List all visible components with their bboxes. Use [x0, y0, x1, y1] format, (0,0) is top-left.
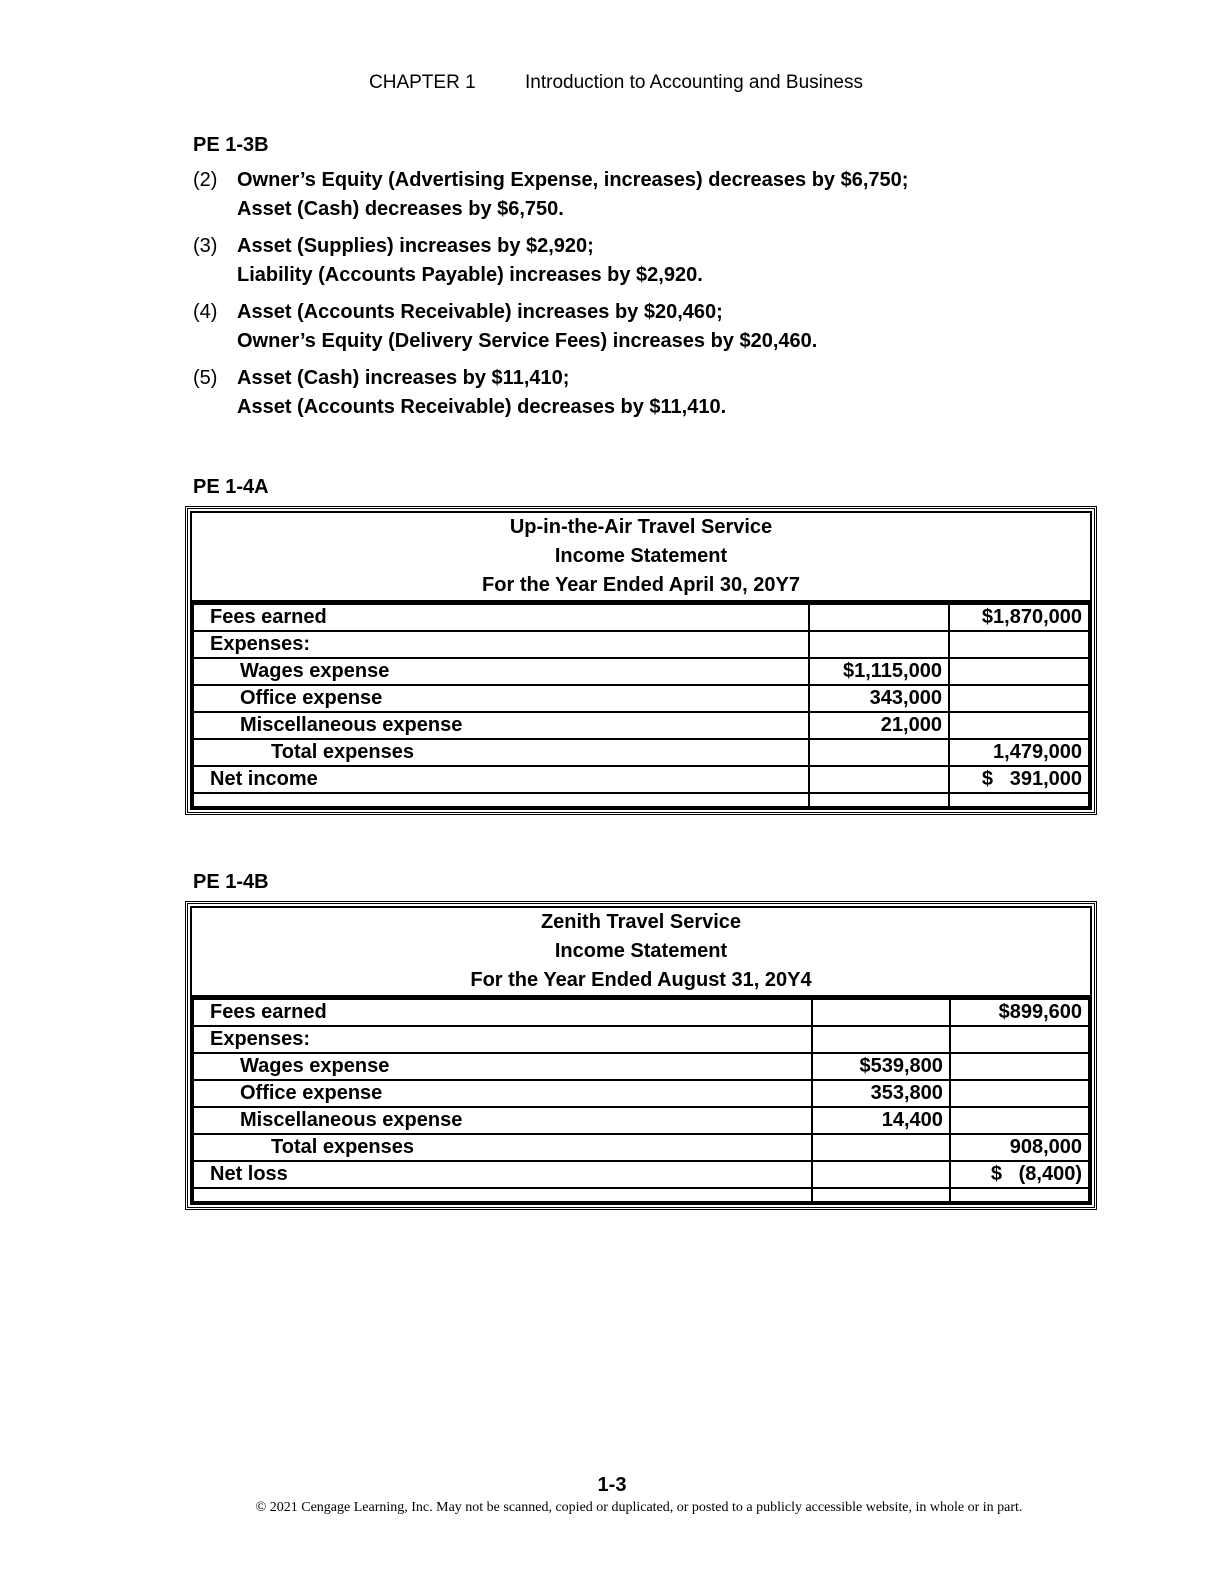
- total-cell: [950, 1026, 1089, 1053]
- total-cell: [949, 658, 1089, 685]
- amount-cell: [809, 739, 949, 766]
- item-line: Owner’s Equity (Advertising Expense, increases) decreases by $6,750;: [237, 169, 909, 191]
- table-row: [193, 739, 1089, 766]
- blank-cell: [193, 793, 809, 807]
- income-statement-pe14b: [185, 901, 1097, 1210]
- statement-name: Income Statement: [554, 940, 728, 962]
- list-item: [193, 166, 1093, 224]
- row-label: Miscellaneous expense: [193, 712, 809, 739]
- chapter-label: CHAPTER 1: [369, 72, 476, 93]
- table-row: [193, 604, 1089, 631]
- company-name: Up-in-the-Air Travel Service: [509, 516, 773, 538]
- table-row: [193, 1080, 1089, 1107]
- company-name: Zenith Travel Service: [540, 911, 742, 933]
- amount-cell: 14,400: [812, 1107, 950, 1134]
- amount-cell: 353,800: [812, 1080, 950, 1107]
- table-row: [193, 1188, 1089, 1202]
- section-title-pe14b: PE 1-4B: [193, 871, 269, 893]
- total-cell: $899,600: [950, 999, 1089, 1026]
- blank-cell: [950, 1188, 1089, 1202]
- table-row: [193, 631, 1089, 658]
- item-line: Asset (Cash) decreases by $6,750.: [237, 198, 564, 220]
- row-label: Wages expense: [193, 1053, 812, 1080]
- row-label: Wages expense: [193, 658, 809, 685]
- amount-cell: [812, 1026, 950, 1053]
- total-cell: [950, 1053, 1089, 1080]
- chapter-title: Introduction to Accounting and Business: [525, 72, 864, 93]
- item-line: Asset (Accounts Receivable) increases by $20,460;: [237, 301, 723, 323]
- amount-cell: [809, 631, 949, 658]
- total-cell: $ (8,400): [950, 1161, 1089, 1188]
- table-row: [193, 1107, 1089, 1134]
- total-cell: [949, 631, 1089, 658]
- total-cell: 1,479,000: [949, 739, 1089, 766]
- amount-cell: 343,000: [809, 685, 949, 712]
- amount-cell: [812, 1134, 950, 1161]
- amount-cell: [812, 999, 950, 1026]
- section-title-pe13b: PE 1-3B: [193, 134, 269, 156]
- statement-name: Income Statement: [554, 545, 728, 567]
- item-line: Owner’s Equity (Delivery Service Fees) increases by $20,460.: [237, 330, 818, 352]
- table-row: [193, 1161, 1089, 1188]
- row-label: Miscellaneous expense: [193, 1107, 812, 1134]
- row-label: Total expenses: [193, 1134, 812, 1161]
- row-label: Office expense: [193, 685, 809, 712]
- table-row: [193, 1026, 1089, 1053]
- blank-cell: [193, 1188, 812, 1202]
- list-item: [193, 232, 1093, 290]
- total-cell: [950, 1080, 1089, 1107]
- statement-heading: [192, 513, 1090, 603]
- statement-period: For the Year Ended April 30, 20Y7: [482, 574, 800, 596]
- row-label: Office expense: [193, 1080, 812, 1107]
- total-cell: [950, 1107, 1089, 1134]
- statement-heading: [192, 908, 1090, 998]
- table-row: [193, 999, 1089, 1026]
- section-title-pe14a: PE 1-4A: [193, 476, 269, 498]
- total-cell: $ 391,000: [949, 766, 1089, 793]
- statement-period: For the Year Ended August 31, 20Y4: [470, 969, 812, 991]
- row-label: Fees earned: [193, 999, 812, 1026]
- table-row: [193, 766, 1089, 793]
- table-row: [193, 1134, 1089, 1161]
- row-label: Expenses:: [193, 1026, 812, 1053]
- blank-cell: [809, 793, 949, 807]
- item-number: (5): [193, 367, 218, 389]
- table-row: [193, 1053, 1089, 1080]
- amount-cell: 21,000: [809, 712, 949, 739]
- table-row: [193, 793, 1089, 807]
- row-label: Net loss: [193, 1161, 812, 1188]
- amount-cell: $539,800: [812, 1053, 950, 1080]
- pe13b-list: [193, 166, 1093, 430]
- row-label: Total expenses: [193, 739, 809, 766]
- list-item: [193, 364, 1093, 422]
- blank-cell: [949, 793, 1089, 807]
- page-number: 1-3: [597, 1474, 627, 1496]
- blank-cell: [812, 1188, 950, 1202]
- row-label: Expenses:: [193, 631, 809, 658]
- item-number: (4): [193, 301, 218, 323]
- total-cell: [949, 685, 1089, 712]
- total-cell: $1,870,000: [949, 604, 1089, 631]
- row-label: Fees earned: [193, 604, 809, 631]
- copyright-notice: © 2021 Cengage Learning, Inc. May not be scanned, copied or duplicated, or posted to a publicly accessible website, in whole or in part.: [255, 1500, 1023, 1515]
- table-row: [193, 712, 1089, 739]
- item-line: Liability (Accounts Payable) increases by $2,920.: [237, 264, 703, 286]
- amount-cell: [812, 1161, 950, 1188]
- income-statement-pe14a: [185, 506, 1097, 815]
- amount-cell: [809, 604, 949, 631]
- amount-cell: $1,115,000: [809, 658, 949, 685]
- amount-cell: [809, 766, 949, 793]
- table-row: [193, 658, 1089, 685]
- item-number: (2): [193, 169, 218, 191]
- statement-table: [192, 998, 1090, 1203]
- statement-table: [192, 603, 1090, 808]
- list-item: [193, 298, 1093, 356]
- table-row: [193, 685, 1089, 712]
- row-label: Net income: [193, 766, 809, 793]
- item-number: (3): [193, 235, 218, 257]
- total-cell: [949, 712, 1089, 739]
- item-line: Asset (Supplies) increases by $2,920;: [237, 235, 594, 257]
- total-cell: 908,000: [950, 1134, 1089, 1161]
- item-line: Asset (Cash) increases by $11,410;: [237, 367, 570, 389]
- item-line: Asset (Accounts Receivable) decreases by $11,410.: [237, 396, 727, 418]
